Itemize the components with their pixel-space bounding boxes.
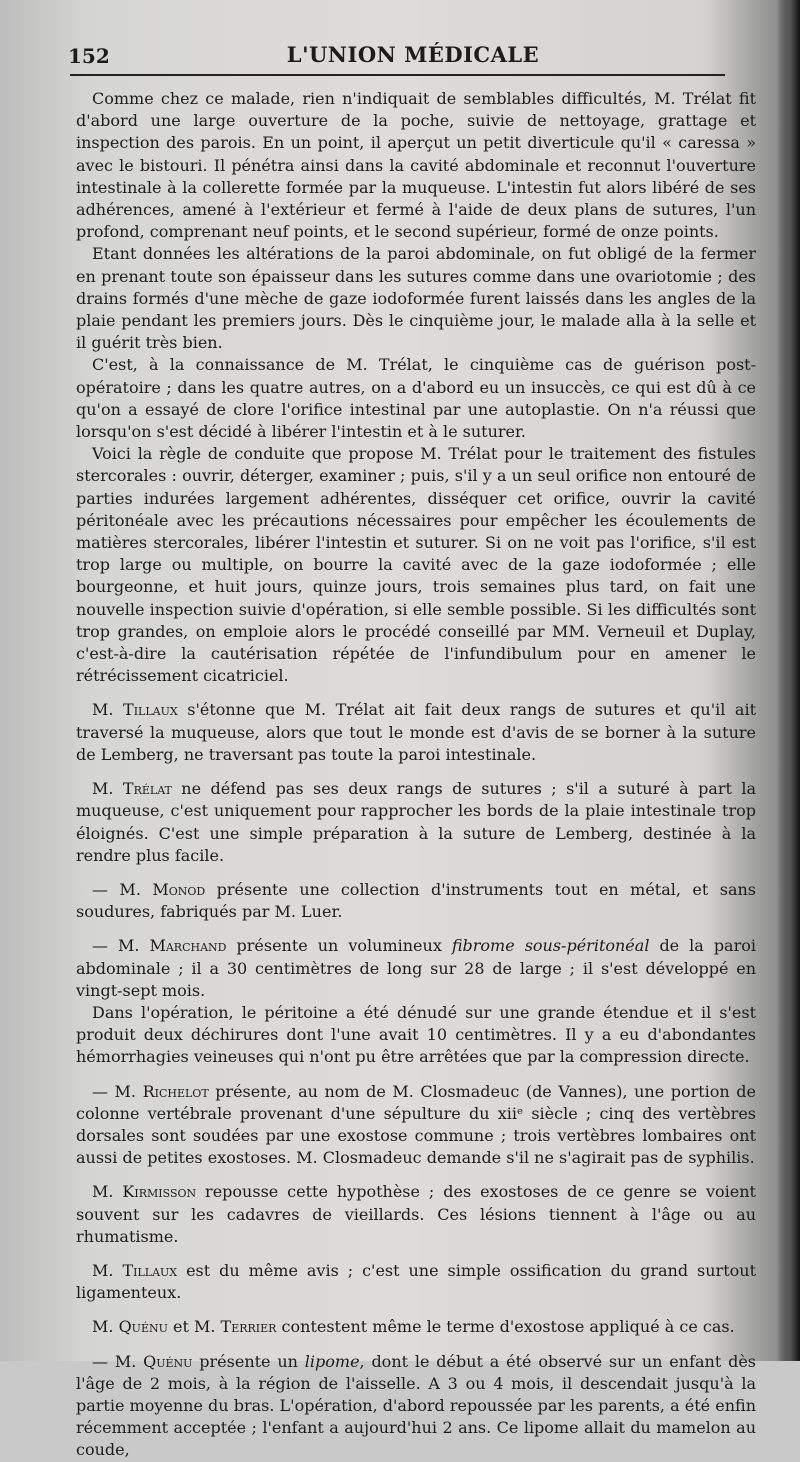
paragraph-text: de la paroi abdominale ; il a 30 centimètres de long sur 28 de large ; il s'est développé en vingt-sept mois. [76, 936, 756, 1000]
paragraph-text: et M. [167, 1317, 221, 1337]
paragraph-text: contestent même le terme d'exostose appliqué à ce cas. [276, 1317, 735, 1337]
paragraph [76, 1351, 756, 1462]
paragraph [76, 88, 756, 243]
paragraph [76, 699, 756, 766]
speaker-name: Quénu [143, 1351, 193, 1371]
paragraph [76, 243, 756, 354]
running-header [68, 40, 758, 70]
paragraph [76, 1316, 756, 1338]
paragraph [76, 1081, 756, 1170]
paragraph-text: repousse cette hypothèse ; des exostoses de ce genre se voient souvent sur les cadavres de vieillards. Ces lésions tiennent à l'âge ou au rhumatisme. [76, 1182, 756, 1246]
speaker-name: Trélat [122, 779, 172, 799]
paragraph [76, 1260, 756, 1304]
paragraph-text: présente un [192, 1351, 305, 1371]
paragraph-text: présente un volumineux [226, 936, 452, 956]
paragraph [76, 935, 756, 1002]
paragraph-text: — M. [92, 936, 150, 956]
paragraph-text: M. [92, 1182, 123, 1202]
paragraph-text: — M. [92, 1351, 144, 1371]
page-number: 152 [68, 44, 110, 68]
emphasis-text: fibrome sous-péritonéal [451, 936, 650, 956]
paragraph-text: , dont le début a été observé sur un enfant dès l'âge de 2 mois, à la région de l'aisselle. A 3 ou 4 mois, il descendait jusqu'à la partie moyenne du bras. L'opération, d'abord repoussée par les parents, a été enfin récemment acceptée ; l'enfant a aujourd'hui 2 ans. Ce lipome allait du mamelon au coude, [76, 1351, 757, 1460]
emphasis-text: lipome [304, 1351, 360, 1371]
paragraph-text: présente une collection d'instruments tout en métal, et sans soudures, fabriqués par M. Luer. [76, 879, 757, 922]
paragraph [76, 1181, 756, 1248]
speaker-name: Tillaux [123, 700, 178, 720]
header-rule [70, 74, 725, 76]
speaker-name: Terrier [220, 1317, 277, 1337]
paragraph [76, 778, 756, 867]
paragraph-text: M. [92, 1317, 119, 1337]
paragraph [76, 1002, 756, 1069]
paragraph-text: C'est, à la connaissance de M. Trélat, le cinquième cas de guérison post-opératoire ; dans les quatre autres, on a d'abord eu un insuccès, ce qui est dû à ce qu'on a essayé de clore l'orifice intestinal par une autoplastie. On n'a réussi que lorsqu'on s'est décidé à libérer l'intestin et à le suturer. [76, 355, 756, 442]
paragraph-text: ne défend pas ses deux rangs de sutures ; s'il a suturé à part la muqueuse, c'est uniquement pour rapprocher les bords de la plaie intestinale trop éloignés. C'est une simple préparation à la suture de Lemberg, destinée à la rendre plus facile. [76, 779, 757, 865]
speaker-name: Monod [152, 879, 206, 899]
paragraph-text: Comme chez ce malade, rien n'indiquait de semblables difficultés, M. Trélat fit d'abord une large ouverture de la poche, suivie de nettoyage, grattage et inspection des parois. En un point, il aperçut un petit diverticule qu'il « caressa » avec le bistouri. Il pénétra ainsi dans la cavité abdominale et reconnut l'ouverture intestinale à la collerette formée par la muqueuse. L'intestin fut alors libéré de ses adhérences, amené à l'extérieur et fermé à l'aide de deux plans de sutures, l'un profond, comprenant neuf points, et le second supérieur, formé de onze points. [76, 89, 756, 242]
speaker-name: Quénu [118, 1317, 168, 1337]
paragraph-text: présente, au nom de M. Closmadeuc (de Vannes), une portion de colonne vertébrale provenant d'une sépulture du xiiᵉ siècle ; cinq des vertèbres dorsales sont soudées par une exostose commune ; trois vertèbres lombaires ont aussi de petites exostoses. M. Closmadeuc demande s'il ne s'agirait pas de syphilis. [76, 1081, 756, 1168]
paragraph-text: Voici la règle de conduite que propose M. Trélat pour le traitement des fistules stercorales : ouvrir, déterger, examiner ; puis, s'il y a un seul orifice non entouré de parties indurées largement adhérentes, disséquer cet orifice, ouvrir la cavité péritonéale avec les précautions nécessaires pour empêcher les écoulements de matières stercorales, libérer l'intestin et suturer. Si on ne voit pas l'orifice, s'il est trop large ou multiple, on bourre la cavité avec de la gaze iodoformée ; elle bourgeonne, et huit jours, quinze jours, trois semaines plus tard, on fait une nouvelle inspection suivie d'opération, si elle semble possible. Si les difficultés sont trop grandes, on emploie alors le procédé conseillé par MM. Verneuil et Duplay, c'est-à-dire la cautérisation répétée de l'infundibulum pour en amener le rétrécissement cicatriciel. [76, 444, 756, 686]
speaker-name: Marchand [149, 936, 227, 956]
paragraph-text: s'étonne que M. Trélat ait fait deux rangs de sutures et qu'il ait traversé la muqueuse, alors que tout le monde est d'avis de se borner à la suture de Lemberg, ne traversant pas toute la paroi intestinale. [76, 700, 756, 764]
paragraph-text: est du même avis ; c'est une simple ossification du grand surtout ligamenteux. [76, 1260, 757, 1303]
paragraph-text: M. [92, 700, 124, 720]
paragraph-text: Dans l'opération, le péritoine a été dénudé sur une grande étendue et il s'est produit deux déchirures dont l'une avait 10 centimètres. Il y a eu d'abondantes hémorrhagies veineuses qui n'ont pu être arrêtées que par la compression directe. [76, 1002, 756, 1067]
paragraph-text: M. [92, 1260, 123, 1280]
paragraph [76, 354, 756, 443]
journal-title: L'UNION MÉDICALE [286, 42, 540, 67]
paragraph-text: — M. [92, 879, 153, 899]
speaker-name: Tillaux [122, 1260, 178, 1280]
paragraph [76, 443, 756, 687]
paragraph [76, 879, 756, 923]
speaker-name: Kirmisson [122, 1182, 197, 1202]
paragraph-text: M. [92, 779, 123, 799]
article-body [76, 88, 756, 1462]
paragraph-text: — M. [92, 1081, 143, 1101]
speaker-name: Richelot [142, 1081, 209, 1101]
book-spine-shadow [778, 0, 800, 1361]
paragraph-text: Etant données les altérations de la paroi abdominale, on fut obligé de la fermer en prenant toute son épaisseur dans les sutures comme dans une ovariotomie ; des drains formés d'une mèche de gaze iodoformée furent laissés dans les angles de la plaie pendant les premiers jours. Dès le cinquième jour, le malade alla à la selle et il guérit très bien. [76, 244, 756, 353]
